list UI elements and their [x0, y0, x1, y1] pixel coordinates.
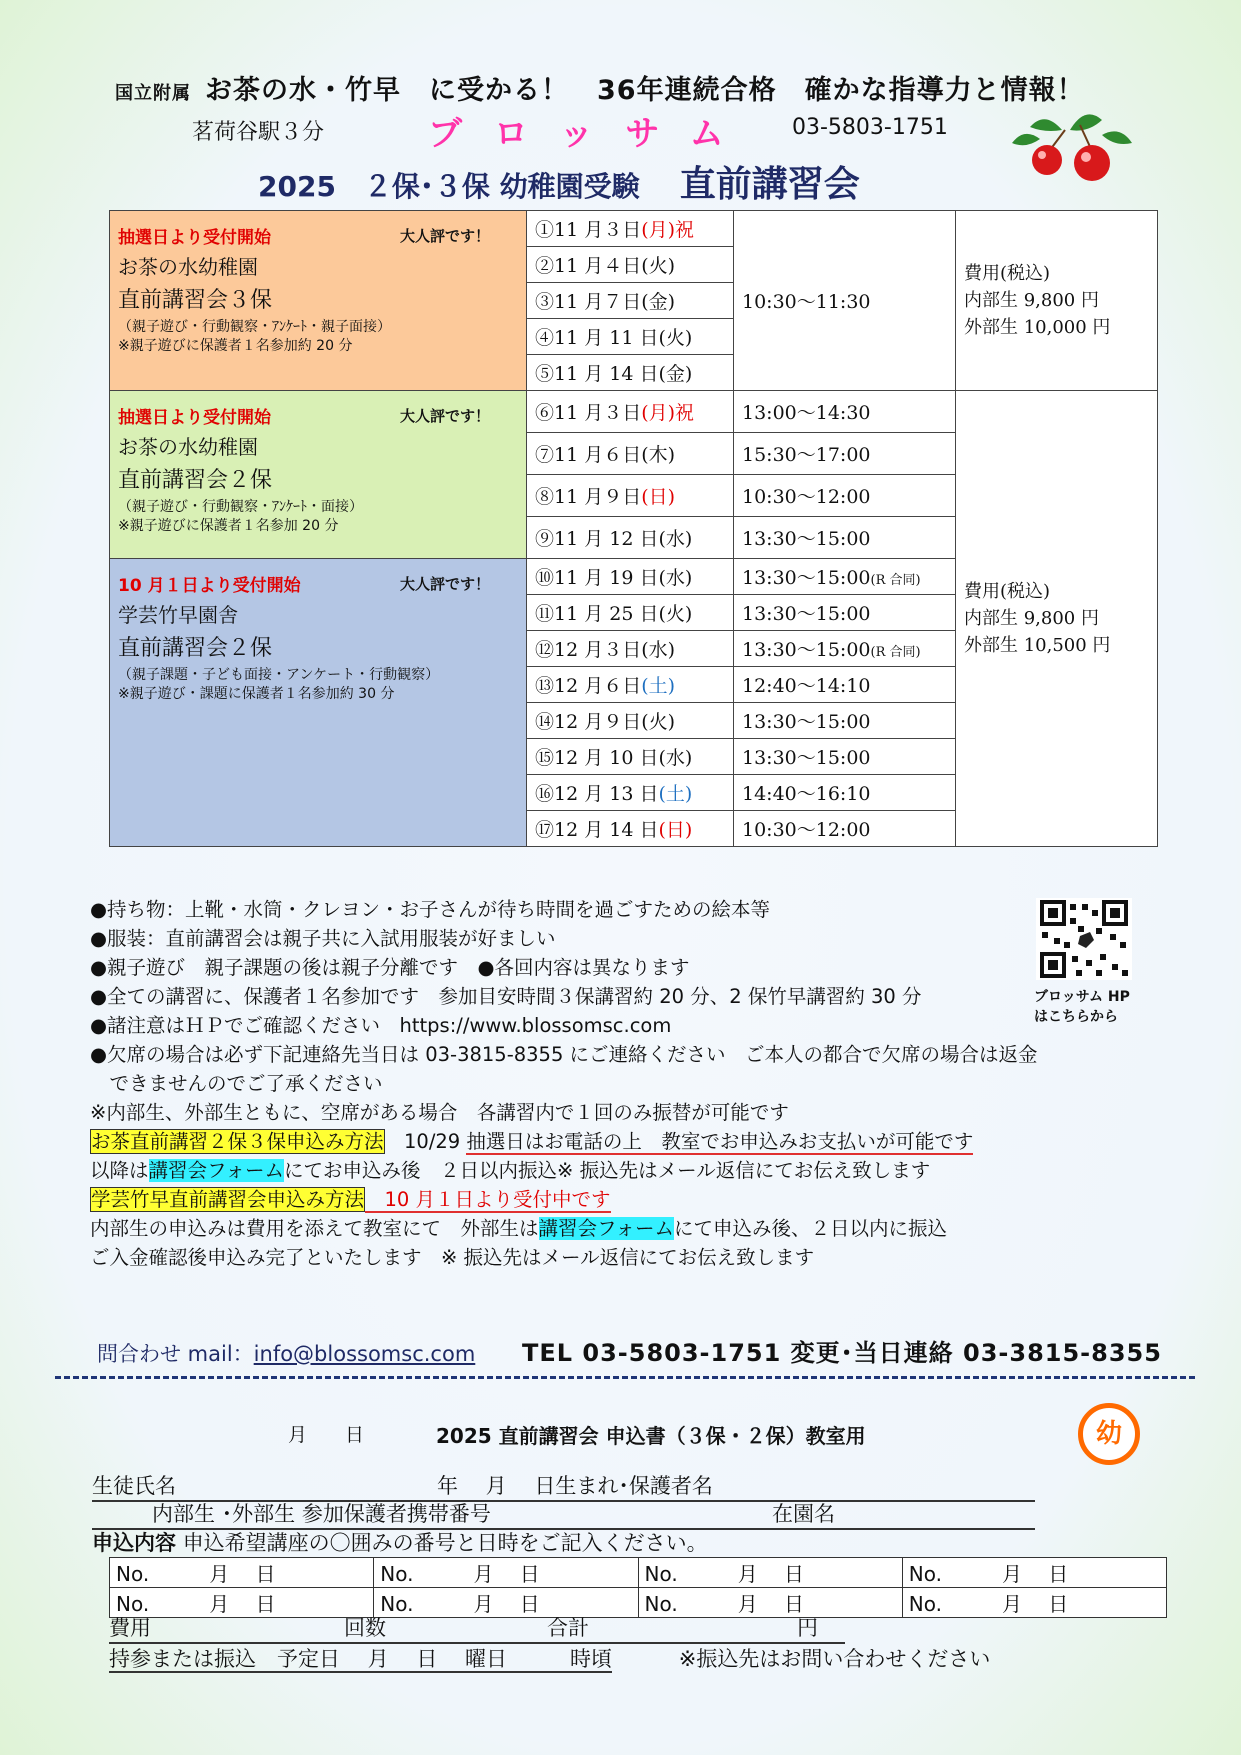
- session-time: 13:30～15:00: [734, 595, 956, 631]
- form-title: 2025 直前講習会 申込書（３保・２保）教室用: [436, 1424, 866, 1448]
- session-date: ⑦11 月６日(木): [527, 433, 734, 475]
- lecture-form-link[interactable]: 講習会フォーム: [148, 1159, 285, 1182]
- course-hyoban: 大人評です！: [399, 575, 490, 593]
- session-time: 15:30～17:00: [734, 433, 956, 475]
- session-date: ⑥11 月３日(月)祝: [527, 391, 734, 433]
- lecture-form-link[interactable]: 講習会フォーム: [538, 1217, 675, 1240]
- guardian-phone-field[interactable]: 内部生 ･外部生 参加保護者携帯番号 在園名: [92, 1498, 1035, 1530]
- application-cell[interactable]: No. 月 日: [902, 1588, 1166, 1618]
- session-date: ⑮12 月 10 日(水): [527, 739, 734, 775]
- content-instruction: 申込内容 申込希望講座の〇囲みの番号と日時をご記入ください。: [92, 1531, 708, 1555]
- session-date: ②11 月４日(火): [527, 247, 734, 283]
- course-name: 直前講習会２保: [118, 636, 273, 661]
- course-detail: （親子課題・子ども面接・アンケート・行動観察）: [118, 667, 440, 683]
- after-line: 以降は講習会フォームにてお申込み後 ２日以内振込※ 振込先はメール返信にてお伝え致します: [90, 1159, 931, 1182]
- school-name: お茶の水幼稚園: [118, 255, 258, 279]
- course-note: ※親子遊びに保護者１名参加約 20 分: [118, 338, 353, 354]
- course-name: 直前講習会３保: [118, 288, 273, 313]
- session-time: 14:40～16:10: [734, 775, 956, 811]
- session-time: 10:30～12:00: [734, 475, 956, 517]
- student-name-field[interactable]: 生徒氏名 年 月 日生まれ･保護者名: [92, 1470, 1035, 1502]
- page-title: 2025 ２保･３保 幼稚園受験 直前講習会: [258, 164, 860, 205]
- session-date: ④11 月 11 日(火): [527, 319, 734, 355]
- application-cell[interactable]: No. 月 日: [902, 1558, 1166, 1588]
- cut-line: [55, 1376, 1195, 1379]
- application-grid: [109, 1557, 1167, 1618]
- course-note: ※親子遊びに保護者１名参加 20 分: [118, 518, 339, 534]
- schedule-table: [109, 210, 1158, 847]
- application-cell[interactable]: No. 月 日: [638, 1588, 902, 1618]
- contact-line: 問合わせ mail：info@blossomsc.com TEL 03-5803-1751 変更･当日連絡 03-3815-8355: [97, 1339, 1162, 1367]
- course-detail: （親子遊び・行動観察・ｱﾝｹｰﾄ・親子面接）: [118, 319, 391, 335]
- application-cell[interactable]: No. 月 日: [110, 1558, 374, 1588]
- session-time: 12:40～14:10: [734, 667, 956, 703]
- application-row: [110, 1558, 1167, 1588]
- course-name: 直前講習会２保: [118, 468, 273, 493]
- kindergarten-badge-icon: 幼: [1078, 1403, 1140, 1465]
- session-time: 13:30～15:00(R 合同): [734, 631, 956, 667]
- course-description: [110, 391, 527, 559]
- website-line[interactable]: ●諸注意はＨＰでご確認ください https://www.blossomsc.com: [90, 1014, 672, 1037]
- notes-section: ●持ち物：上靴・水筒・クレヨン・お子さんが待ち時間を過ごすための絵本等 ●服装：直前講習会は親子共に入試用服装が好ましい ●親子遊び 親子課題の後は親子分離です ●各回内容は異なります ●全ての講習に、保護者１名参加です 参加目安時間３保講習約 20 分、2 保竹早講習約 30 分 ●諸注意はＨＰでご確認ください https://www.blossomsc.com ●欠席の場合は必ず下記連絡先当日は 03-3815-8355 にご連絡ください ご本人の都合で欠席の場合は返金 できませんのでご了承ください ※内部生、外部生ともに、空席がある場合 各講習内で１回のみ振替が可能です お茶直前講習２保３保申込み方法 10/29 抽選日はお電話の上 教室でお申込みお支払いが可能です 以降は講習会フォームにてお申込み後 ２日以内振込※ 振込先はメール返信にてお伝え致します 学芸竹早直前講習会申込み方法 10 月１日より受付中です 内部生の申込みは費用を添えて教室にて 外部生は講習会フォームにて申込み後、２日以内に振込 ご入金確認後申込み完了といたします ※ 振込先はメール返信にてお伝え致します: [90, 895, 1170, 1272]
- session-date: ⑰12 月 14 日(日): [527, 811, 734, 847]
- application-cell[interactable]: No. 月 日: [638, 1558, 902, 1588]
- session-time: 13:00～14:30: [734, 391, 956, 433]
- session-date: ⑨11 月 12 日(水): [527, 517, 734, 559]
- header-phone: 03-5803-1751: [792, 115, 948, 140]
- apple-illustration-icon: [1010, 105, 1135, 183]
- course-description: [110, 211, 527, 391]
- email-link[interactable]: info@blossomsc.com: [253, 1342, 476, 1366]
- session-date: ⑯12 月 13 日(土): [527, 775, 734, 811]
- course-hyoban: 大人評です！: [399, 227, 490, 245]
- session-date: ⑤11 月 14 日(金): [527, 355, 734, 391]
- header-tagline: 国立附属 お茶の水・竹早 に受かる！ 36年連続合格 確かな指導力と情報！: [115, 75, 1085, 106]
- session-date: ⑩11 月 19 日(水): [527, 559, 734, 595]
- fee-field[interactable]: 費用 回数 合計 円: [109, 1612, 845, 1644]
- qr-caption: ブロッサム HP はこちらから: [1034, 989, 1130, 1025]
- session-time: 13:30～15:00: [734, 739, 956, 775]
- schedule-row: [110, 211, 1158, 247]
- session-date: ③11 月７日(金): [527, 283, 734, 319]
- course-lead: 抽選日より受付開始: [118, 408, 271, 428]
- application-cell[interactable]: No. 月 日: [374, 1588, 638, 1618]
- session-time: 10:30～12:00: [734, 811, 956, 847]
- fee-info: 費用(税込) 内部生 9,800 円 外部生 10,500 円: [956, 391, 1158, 847]
- session-time: 10:30～11:30: [734, 211, 956, 391]
- session-time: 13:30～15:00: [734, 517, 956, 559]
- session-time: 13:30～15:00: [734, 703, 956, 739]
- session-date: ⑭12 月９日(火): [527, 703, 734, 739]
- session-date: ⑫12 月３日(水): [527, 631, 734, 667]
- course-hyoban: 大人評です！: [399, 407, 490, 425]
- course-lead: 抽選日より受付開始: [118, 228, 271, 248]
- school-name: 学芸竹早園舎: [118, 603, 238, 627]
- ocha-apply-line: お茶直前講習２保３保申込み方法 10/29 抽選日はお電話の上 教室でお申込みお支払いが可能です: [91, 1130, 974, 1153]
- application-cell[interactable]: No. 月 日: [110, 1588, 374, 1618]
- brand-name: ブロッサム: [428, 114, 756, 154]
- session-date: ①11 月３日(月)祝: [527, 211, 734, 247]
- gakugei-apply-line: 学芸竹早直前講習会申込み方法 10 月１日より受付中です: [91, 1188, 611, 1211]
- application-cell[interactable]: No. 月 日: [374, 1558, 638, 1588]
- course-detail: （親子遊び・行動観察・ｱﾝｹｰﾄ・面接）: [118, 499, 363, 515]
- course-note: ※親子遊び・課題に保護者１名参加約 30 分: [118, 686, 395, 702]
- form-date[interactable]: 月 日: [288, 1424, 365, 1446]
- session-date: ⑪11 月 25 日(火): [527, 595, 734, 631]
- course-lead: 10 月１日より受付開始: [118, 576, 301, 596]
- session-date: ⑧11 月９日(日): [527, 475, 734, 517]
- fee-info: 費用(税込) 内部生 9,800 円 外部生 10,000 円: [956, 211, 1158, 391]
- course-description: [110, 559, 527, 847]
- session-date: ⑬12 月６日(土): [527, 667, 734, 703]
- session-time: 13:30～15:00(R 合同): [734, 559, 956, 595]
- inner-line: 内部生の申込みは費用を添えて教室にて 外部生は講習会フォームにて申込み後、２日以内に振込: [90, 1217, 948, 1240]
- payment-field[interactable]: 持参または振込 予定日 月 日 曜日 時頃 ※振込先はお問い合わせください: [109, 1647, 991, 1671]
- access-text: 茗荷谷駅３分: [192, 120, 325, 145]
- schedule-row: [110, 391, 1158, 433]
- school-name: お茶の水幼稚園: [118, 435, 258, 459]
